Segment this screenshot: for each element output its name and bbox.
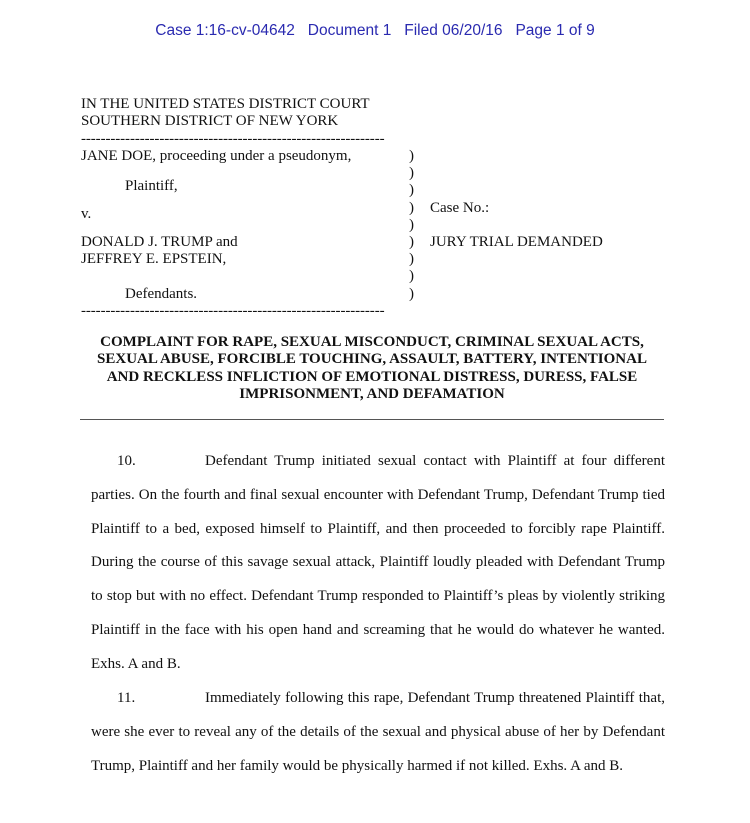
- defendant-1: DONALD J. TRUMP and: [81, 234, 238, 250]
- paren-mark: ): [409, 251, 414, 268]
- paren-mark: ): [409, 199, 414, 216]
- versus-label: v.: [81, 206, 92, 222]
- complaint-title: COMPLAINT FOR RAPE, SEXUAL MISCONDUCT, CRIMINAL SEXUAL ACTS, SEXUAL ABUSE, FORCIBLE TOUCHING, ASSAULT, BATTERY, INTENTIONAL AND RECKLESS INFLICTION OF EMOTIONAL DISTRESS, DURESS, FALSE IMPRISONMENT, AND DEFAMATION: [97, 334, 647, 402]
- title-underline: [80, 419, 664, 420]
- case-number: Case 1:16-cv-04642: [155, 22, 295, 39]
- jury-trial-demanded: JURY TRIAL DEMANDED: [430, 234, 603, 250]
- defendant-2: JEFFREY E. EPSTEIN,: [81, 251, 227, 267]
- filing-header: [0, 22, 750, 40]
- paren-mark: ): [409, 233, 414, 250]
- paragraph-11: [91, 682, 665, 783]
- paren-mark: ): [409, 148, 414, 164]
- court-name: IN THE UNITED STATES DISTRICT COURT: [81, 96, 370, 112]
- plaintiff-label: Plaintiff,: [125, 178, 178, 194]
- caption-bottom-divider: --------------------------------------------------------------: [81, 303, 385, 319]
- paren-mark: ): [409, 165, 414, 182]
- case-no-label: Case No.:: [430, 200, 490, 216]
- paragraph-text: Defendant Trump initiated sexual contact with Plaintiff at four different parties. On the fourth and final sexual encounter with Defendant Trump, Defendant Trump tied Plaintiff to a bed, exposed himself to Plaintiff, and then proceeded to forcibly rape Plaintiff. During the course of this savage sexual attack, Plaintiff loudly pleaded with Defendant Trump to stop but with no effect. Defendant Trump responded to Plaintiff’s pleas by violently striking Plaintiff in the face with his open hand and screaming that he would do whatever he wanted. Exhs. A and B.: [91, 453, 665, 672]
- court-caption: [81, 96, 370, 130]
- caption-top-divider: --------------------------------------------------------------: [81, 131, 385, 147]
- page-indicator: Page 1 of 9: [515, 22, 595, 39]
- paragraph-10: [91, 445, 665, 682]
- paren-mark: ): [409, 285, 414, 302]
- paren-mark: ): [409, 268, 414, 285]
- caption-parentheses: [409, 148, 414, 303]
- filed-date: Filed 06/20/16: [404, 22, 503, 39]
- paragraph-number: 10.: [117, 453, 136, 469]
- document-number: Document 1: [307, 22, 392, 39]
- paren-mark: ): [409, 216, 414, 233]
- paren-mark: ): [409, 182, 414, 199]
- court-district: SOUTHERN DISTRICT OF NEW YORK: [81, 113, 339, 129]
- paragraph-number: 11.: [117, 690, 136, 706]
- defendants-label: Defendants.: [125, 286, 198, 302]
- paragraph-text: Immediately following this rape, Defendant Trump threatened Plaintiff that, were she ever to reveal any of the details of the sexual and physical abuse of her by Defendant Trump, Plaintiff and her family would be physically harmed if not killed. Exhs. A and B.: [91, 690, 665, 774]
- plaintiff-name: JANE DOE, proceeding under a pseudonym,: [81, 148, 352, 164]
